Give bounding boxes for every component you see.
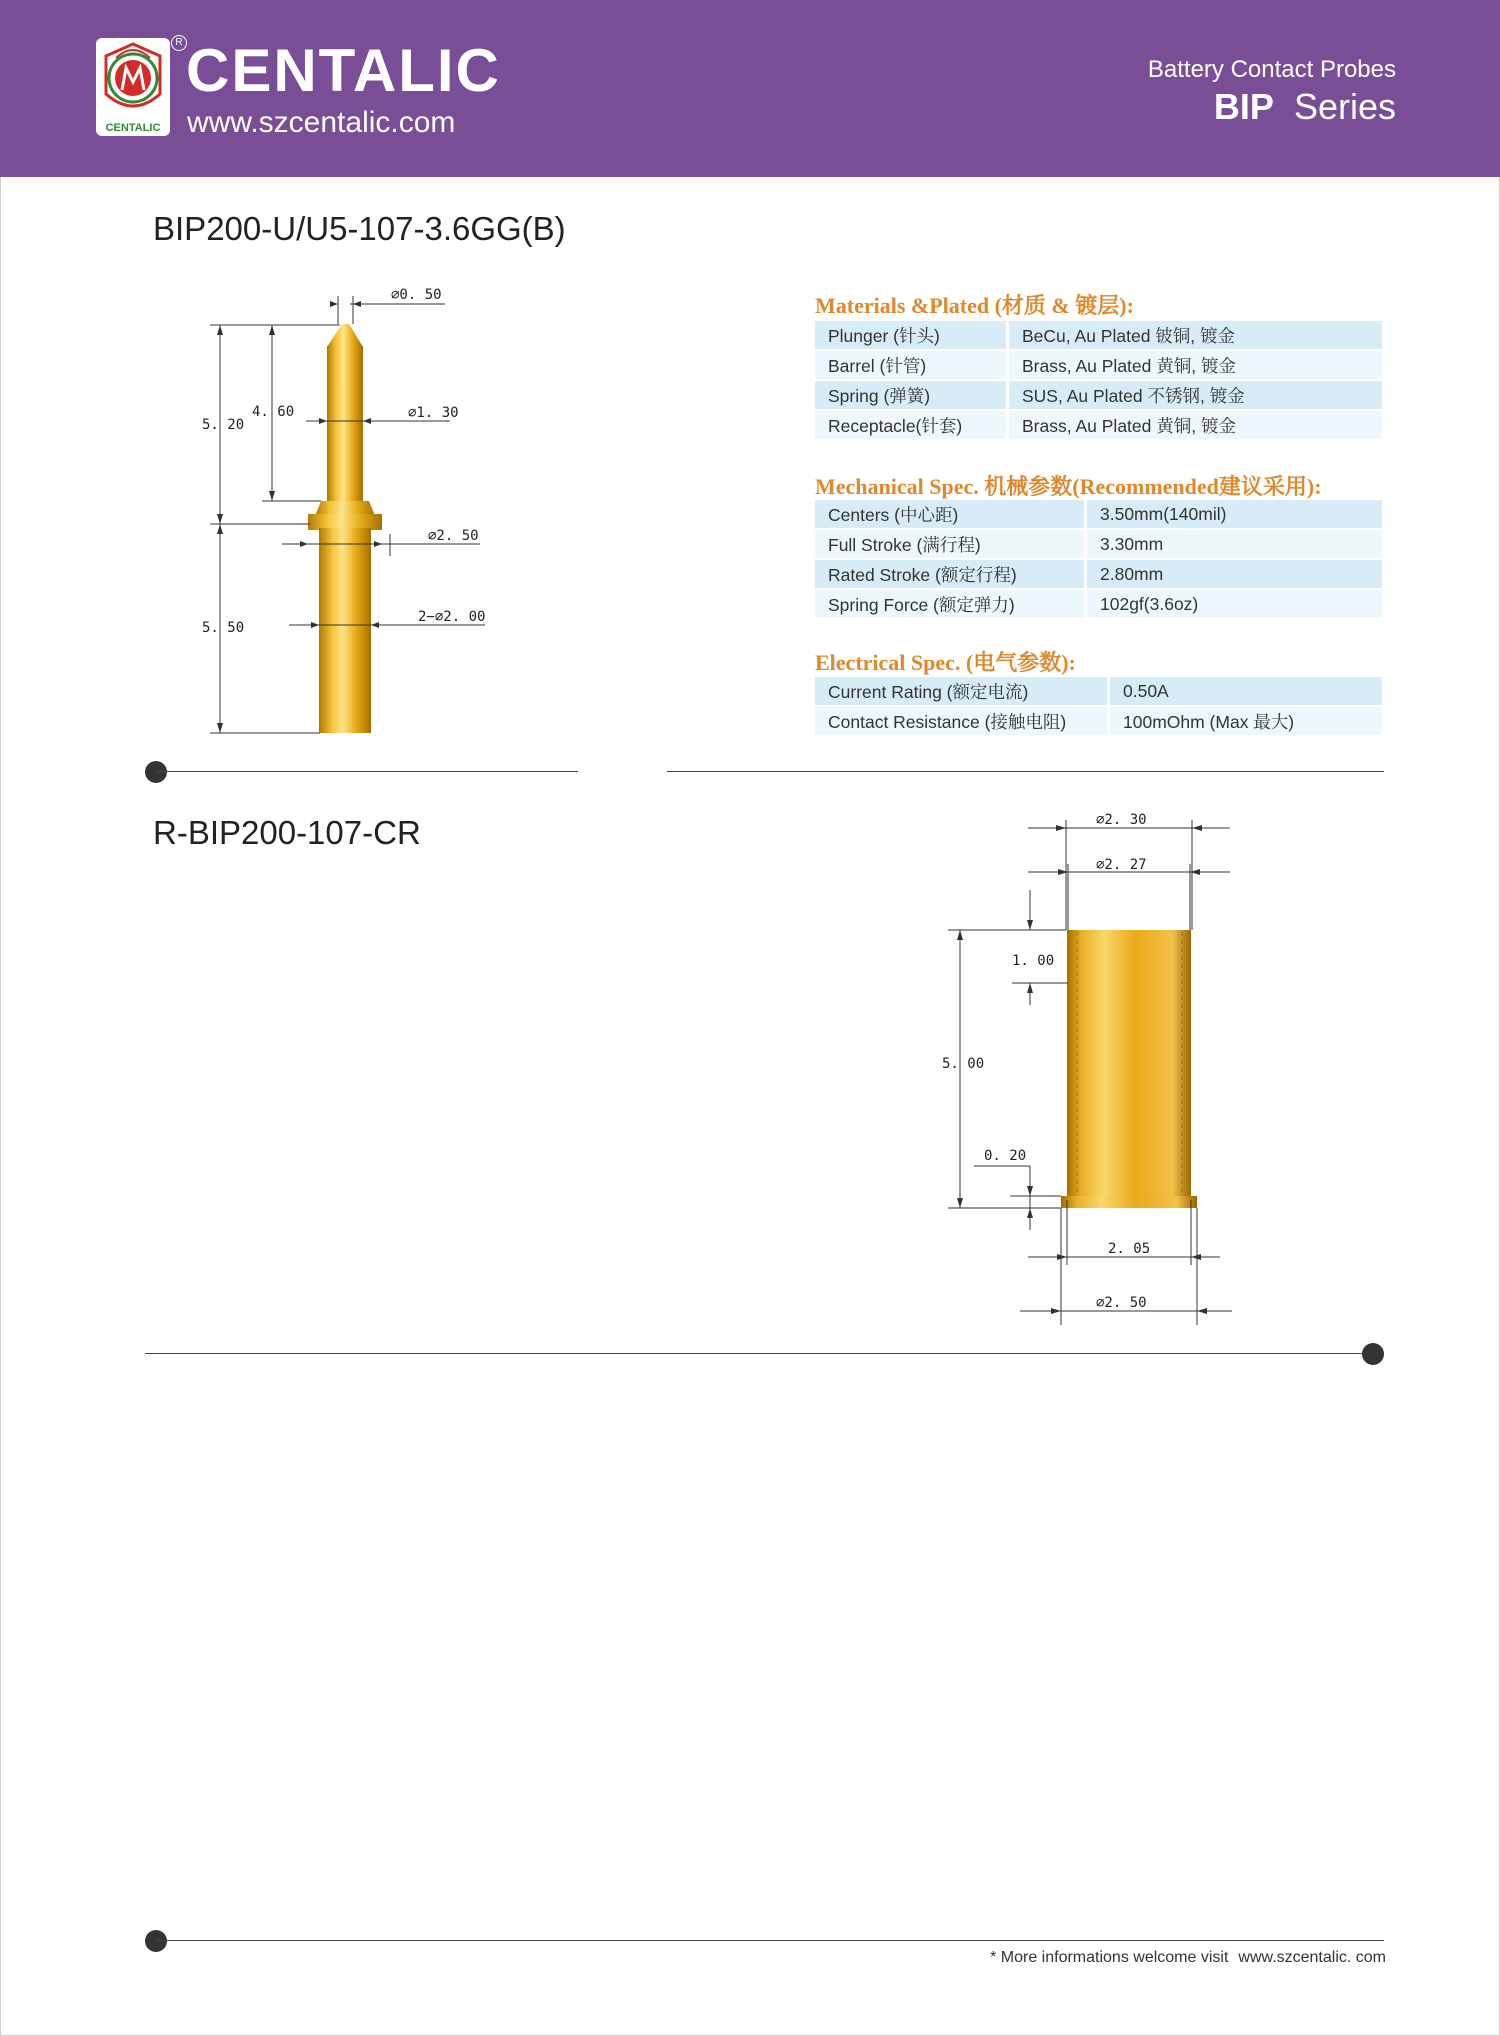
logo-text: CENTALIC <box>105 122 161 134</box>
spec-label: Barrel (针管) <box>815 350 1008 380</box>
plunger-shoulder <box>315 501 375 516</box>
receptacle-tube <box>1067 930 1191 1200</box>
brand-name: CENTALIC <box>186 37 501 104</box>
dim-plunger-dia: ∅1. 30 <box>408 405 459 421</box>
spec-value: BeCu, Au Plated 铍铜, 镀金 <box>1008 321 1383 350</box>
table-row <box>815 529 1382 559</box>
electrical-table <box>815 677 1382 737</box>
series-word: Series <box>1293 86 1396 127</box>
spec-label: Contact Resistance (接触电阻) <box>815 706 1109 736</box>
separator-line-full <box>145 1353 1373 1354</box>
electrical-title: Electrical Spec. (电气参数): <box>815 650 1076 675</box>
spec-label: Plunger (针头) <box>815 321 1008 350</box>
spec-label: Receptacle(针套) <box>815 410 1008 440</box>
barrel-body <box>319 528 371 733</box>
spec-value: 2.80mm <box>1086 559 1383 589</box>
spec-value: 102gf(3.6oz) <box>1086 589 1383 619</box>
dim-bottom-w: 2. 05 <box>1108 1241 1151 1257</box>
spec-value: 0.50A <box>1109 677 1383 706</box>
materials-title: Materials &Plated (材质 & 镀层): <box>815 293 1134 318</box>
spec-value: SUS, Au Plated 不锈钢, 镀金 <box>1008 380 1383 410</box>
dim-flange-h: 0. 20 <box>984 1148 1027 1164</box>
dim-tip-dia: ∅0. 50 <box>391 287 442 303</box>
mechanical-title: Mechanical Spec. 机械参数(Recommended建议采用): <box>815 474 1322 499</box>
table-row <box>815 410 1382 440</box>
dim-inner-dia: ∅2. 27 <box>1096 857 1147 873</box>
dim-barrel-len: 5. 50 <box>202 620 245 636</box>
company-logo <box>96 38 170 136</box>
table-row <box>815 589 1382 619</box>
footer-line <box>156 1940 1384 1941</box>
mechanical-table <box>815 500 1382 620</box>
footer-dot <box>145 1930 167 1952</box>
separator-line-left <box>156 771 578 772</box>
table-row <box>815 677 1382 706</box>
spec-value: 100mOhm (Max 最大) <box>1109 706 1383 736</box>
footer-text: * More informations welcome visit <box>990 1949 1229 1966</box>
dim-total-len: 5. 00 <box>942 1056 985 1072</box>
dim-outer-dia: ∅2. 30 <box>1096 812 1147 828</box>
receptacle-flange <box>1061 1196 1197 1208</box>
header-subtitle: Battery Contact Probes <box>1147 56 1396 83</box>
separator-dot <box>145 761 167 783</box>
dim-plunger-len: 5. 20 <box>202 417 245 433</box>
table-row <box>815 321 1382 350</box>
table-row <box>815 706 1382 736</box>
dim-barrel-dia: 2−∅2. 00 <box>418 609 486 625</box>
dim-flange-dia: ∅2. 50 <box>428 528 479 544</box>
spec-label: Centers (中心距) <box>815 500 1086 529</box>
registered-mark-icon: R <box>171 35 187 51</box>
series-code: BIP <box>1213 86 1274 127</box>
dim-flange-dia: ∅2. 50 <box>1096 1295 1147 1311</box>
spec-value: Brass, Au Plated 黄铜, 镀金 <box>1008 350 1383 380</box>
header-series <box>1214 86 1396 128</box>
spec-value: 3.30mm <box>1086 529 1383 559</box>
probe-drawing <box>190 280 510 750</box>
spec-label: Spring (弹簧) <box>815 380 1008 410</box>
dim-top-len: 1. 00 <box>1012 953 1055 969</box>
spec-label: Current Rating (额定电流) <box>815 677 1109 706</box>
barrel-flange <box>308 514 382 530</box>
dim-tip-len: 4. 60 <box>252 404 295 420</box>
receptacle-part-number: R-BIP200-107-CR <box>153 814 421 851</box>
materials-table <box>815 321 1382 441</box>
separator-line-right <box>667 771 1384 772</box>
table-row <box>815 559 1382 589</box>
table-row <box>815 350 1382 380</box>
receptacle-drawing <box>920 800 1260 1340</box>
spec-label: Spring Force (额定弹力) <box>815 589 1086 619</box>
spec-value: 3.50mm(140mil) <box>1086 500 1383 529</box>
footer-url[interactable]: www.szcentalic. com <box>1238 1949 1386 1966</box>
plunger-tip <box>327 324 363 347</box>
table-row <box>815 380 1382 410</box>
probe-part-number: BIP200-U/U5-107-3.6GG(B) <box>153 210 566 247</box>
spec-value: Brass, Au Plated 黄铜, 镀金 <box>1008 410 1383 440</box>
header-band <box>0 0 1500 177</box>
header-website[interactable]: www.szcentalic.com <box>187 106 456 139</box>
spec-label: Rated Stroke (额定行程) <box>815 559 1086 589</box>
table-row <box>815 500 1382 529</box>
separator-dot <box>1362 1343 1384 1365</box>
spec-label: Full Stroke (满行程) <box>815 529 1086 559</box>
footer-note <box>990 1949 1386 1967</box>
